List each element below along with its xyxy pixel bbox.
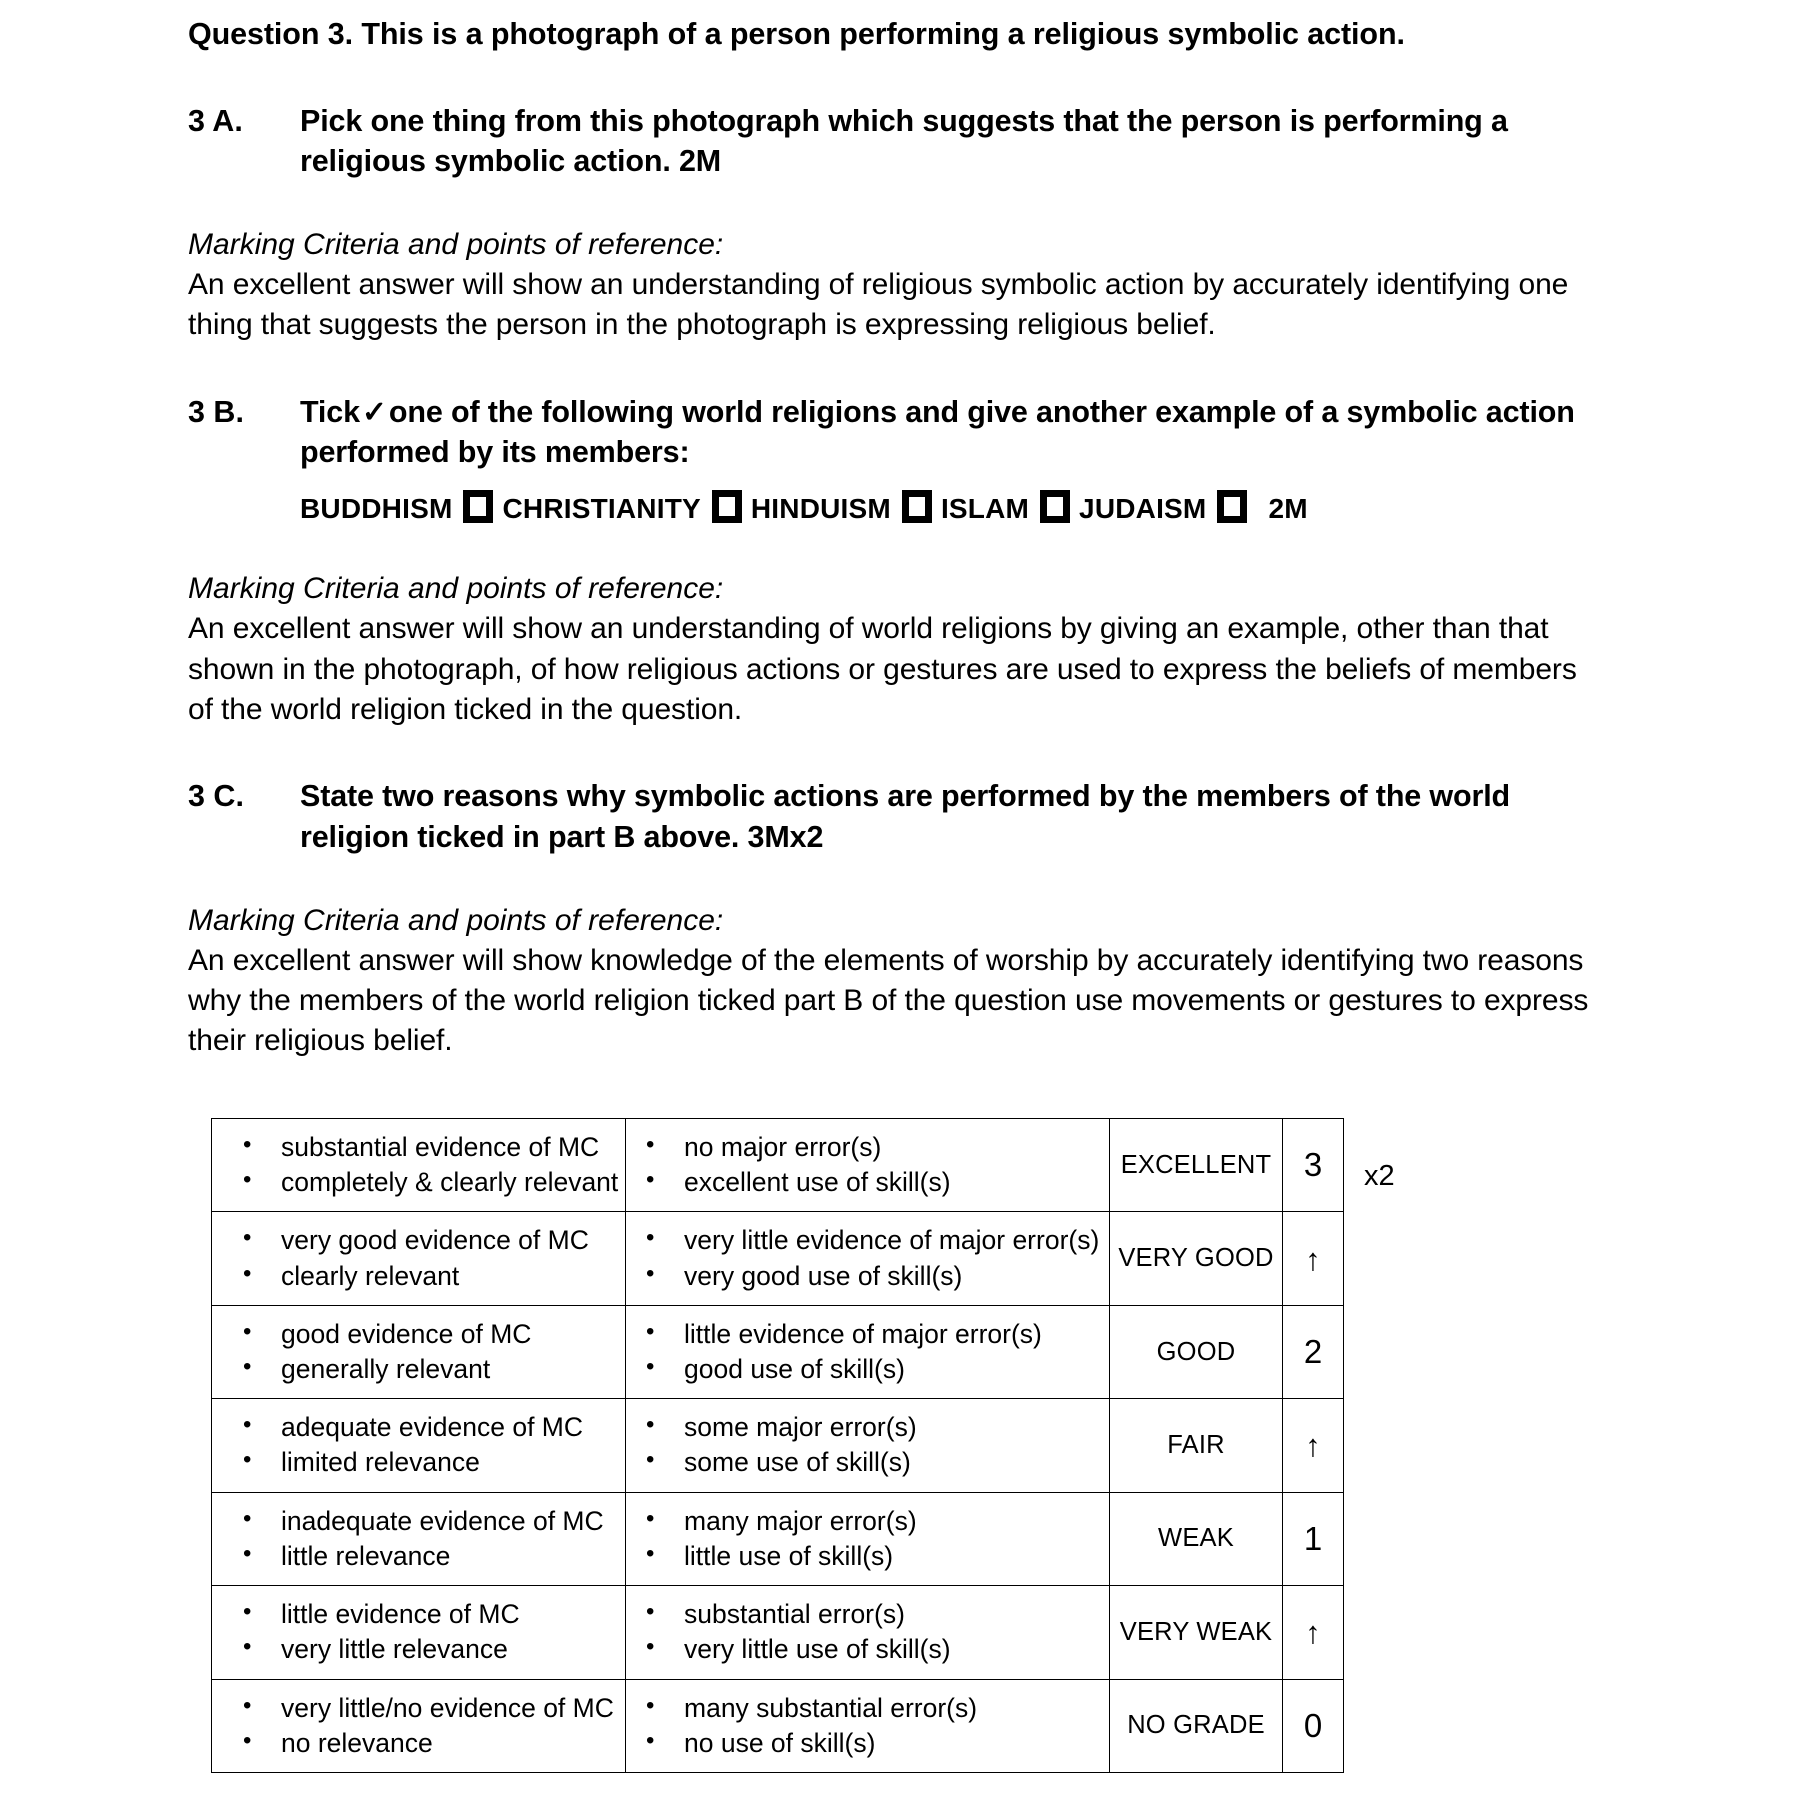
question-part-3c (188, 776, 1608, 857)
checkbox-christianity[interactable] (712, 490, 742, 523)
question-part-3a (188, 101, 1608, 182)
part-label-3c: 3 C. (188, 779, 244, 814)
criteria-list (212, 1586, 625, 1678)
marks-allocation-3b: 2M (1268, 492, 1308, 524)
religion-label-christianity: CHRISTIANITY (502, 492, 701, 524)
part-text-3c: State two reasons why symbolic actions are performed by the members of the world religion ticked in part B above. 3Mx2 (300, 779, 1511, 854)
grading-rubric-table (211, 1118, 1344, 1773)
list-item: • little evidence of MC (212, 1597, 625, 1632)
criteria-list (626, 1399, 1109, 1491)
marking-criteria-body-3b: An excellent answer will show an understanding of world religions by giving an example, other than that shown in the photograph, of how religious actions or gestures are used to express the beliefs of members of the world religion ticked in the question. (188, 612, 1577, 727)
table-row (212, 1586, 1344, 1679)
rubric-grade-cell: VERY GOOD (1110, 1212, 1283, 1305)
rubric-score-cell: 0 (1283, 1679, 1344, 1772)
list-item: • adequate evidence of MC (212, 1410, 625, 1445)
criteria-list (626, 1306, 1109, 1398)
rubric-score-cell: 1 (1283, 1492, 1344, 1585)
criteria-list (212, 1212, 625, 1304)
question-title: Question 3. This is a photograph of a person performing a religious symbolic action. (188, 17, 1405, 51)
part-text-3a: Pick one thing from this photograph which suggests that the person is performing a religious symbolic action. 2M (300, 103, 1508, 178)
criteria-list (626, 1493, 1109, 1585)
marking-criteria-heading-3a: Marking Criteria and points of reference: (188, 228, 724, 262)
checkbox-buddhism[interactable] (463, 490, 493, 523)
list-item: • many major error(s) (626, 1504, 1109, 1539)
arrow-up-icon: ↑ (1305, 1241, 1321, 1277)
rubric-criteria-b-cell (626, 1399, 1110, 1492)
rubric-section (211, 1118, 1608, 1773)
document-content (188, 8, 1608, 1773)
criteria-list (626, 1212, 1109, 1304)
part-text-3b-after: one of the following world religions and give another example of a symbolic action performed by its members: (300, 394, 1575, 470)
rubric-score-cell: 3 (1283, 1118, 1344, 1211)
marking-criteria-heading-3b: Marking Criteria and points of reference: (188, 572, 724, 606)
rubric-grade-cell: EXCELLENT (1110, 1118, 1283, 1211)
criteria-list (212, 1399, 625, 1491)
list-item: • some use of skill(s) (626, 1445, 1109, 1480)
table-row (212, 1399, 1344, 1492)
list-item: • excellent use of skill(s) (626, 1165, 1109, 1200)
rubric-criteria-b-cell (626, 1492, 1110, 1585)
criteria-list (212, 1680, 625, 1772)
rubric-grade-cell: GOOD (1110, 1305, 1283, 1398)
rubric-score-cell (1283, 1586, 1344, 1679)
criteria-list (212, 1306, 625, 1398)
list-item: • no use of skill(s) (626, 1726, 1109, 1761)
list-item: • inadequate evidence of MC (212, 1504, 625, 1539)
rubric-criteria-b-cell (626, 1212, 1110, 1305)
list-item: • limited relevance (212, 1445, 625, 1480)
rubric-criteria-b-cell (626, 1305, 1110, 1398)
criteria-list (212, 1119, 625, 1211)
list-item: • little evidence of major error(s) (626, 1317, 1109, 1352)
list-item: • substantial error(s) (626, 1597, 1109, 1632)
rubric-score-cell (1283, 1212, 1344, 1305)
arrow-up-icon: ↑ (1305, 1428, 1321, 1464)
rubric-criteria-a-cell (212, 1399, 626, 1492)
part-label-3a: 3 A. (188, 103, 243, 138)
rubric-criteria-a-cell (212, 1586, 626, 1679)
rubric-criteria-a-cell (212, 1679, 626, 1772)
arrow-up-icon: ↑ (1305, 1615, 1321, 1651)
list-item: • little relevance (212, 1539, 625, 1574)
rubric-criteria-a-cell (212, 1305, 626, 1398)
list-item: • good use of skill(s) (626, 1352, 1109, 1387)
religion-checkbox-row (300, 492, 1608, 525)
checkmark-icon: ✓ (361, 395, 387, 429)
rubric-grade-cell: WEAK (1110, 1492, 1283, 1585)
rubric-score-cell: 2 (1283, 1305, 1344, 1398)
rubric-criteria-a-cell (212, 1212, 626, 1305)
list-item: • generally relevant (212, 1352, 625, 1387)
religion-label-judaism: JUDAISM (1079, 492, 1207, 524)
list-item: • no major error(s) (626, 1130, 1109, 1165)
rubric-grade-cell: FAIR (1110, 1399, 1283, 1492)
religion-label-hinduism: HINDUISM (750, 492, 891, 524)
religion-label-buddhism: BUDDHISM (300, 492, 453, 524)
list-item: • very good evidence of MC (212, 1223, 625, 1258)
list-item: • very little/no evidence of MC (212, 1691, 625, 1726)
table-row (212, 1679, 1344, 1772)
marking-criteria-body-3c: An excellent answer will show knowledge of the elements of worship by accurately identifying two reasons why the members of the world religion ticked part B of the question use movements or gestures to express their religious belief. (188, 943, 1589, 1058)
rubric-body (212, 1118, 1344, 1772)
part-text-3b-before: Tick (300, 394, 360, 429)
list-item: • no relevance (212, 1726, 625, 1761)
part-text-3b (300, 392, 1608, 473)
checkbox-judaism[interactable] (1217, 490, 1247, 523)
criteria-list (626, 1119, 1109, 1211)
rubric-multiplier-note: x2 (1364, 1159, 1395, 1192)
checkbox-hinduism[interactable] (902, 490, 932, 523)
rubric-grade-cell: NO GRADE (1110, 1679, 1283, 1772)
rubric-criteria-b-cell (626, 1679, 1110, 1772)
criteria-list (212, 1493, 625, 1585)
list-item: • clearly relevant (212, 1259, 625, 1294)
table-row (212, 1212, 1344, 1305)
rubric-grade-cell: VERY WEAK (1110, 1586, 1283, 1679)
table-row (212, 1118, 1344, 1211)
list-item: • very little evidence of major error(s) (626, 1223, 1109, 1258)
list-item: • very little use of skill(s) (626, 1632, 1109, 1667)
list-item: • little use of skill(s) (626, 1539, 1109, 1574)
rubric-score-cell (1283, 1399, 1344, 1492)
criteria-list (626, 1680, 1109, 1772)
table-row (212, 1492, 1344, 1585)
marking-criteria-heading-3c: Marking Criteria and points of reference: (188, 903, 724, 937)
rubric-criteria-b-cell (626, 1586, 1110, 1679)
rubric-criteria-a-cell (212, 1118, 626, 1211)
list-item: • very little relevance (212, 1632, 625, 1667)
marking-criteria-body-3a: An excellent answer will show an understanding of religious symbolic action by accurately identifying one thing that suggests the person in the photograph is expressing religious belief. (188, 267, 1569, 342)
list-item: • substantial evidence of MC (212, 1130, 625, 1165)
part-label-3b: 3 B. (188, 394, 244, 429)
list-item: • very good use of skill(s) (626, 1259, 1109, 1294)
list-item: • many substantial error(s) (626, 1691, 1109, 1726)
question-part-3b (188, 392, 1608, 473)
rubric-criteria-a-cell (212, 1492, 626, 1585)
religion-label-islam: ISLAM (940, 492, 1030, 524)
list-item: • good evidence of MC (212, 1317, 625, 1352)
table-row (212, 1305, 1344, 1398)
list-item: • completely & clearly relevant (212, 1165, 625, 1200)
rubric-criteria-b-cell (626, 1118, 1110, 1211)
criteria-list (626, 1586, 1109, 1678)
list-item: • some major error(s) (626, 1410, 1109, 1445)
checkbox-islam[interactable] (1040, 490, 1070, 523)
